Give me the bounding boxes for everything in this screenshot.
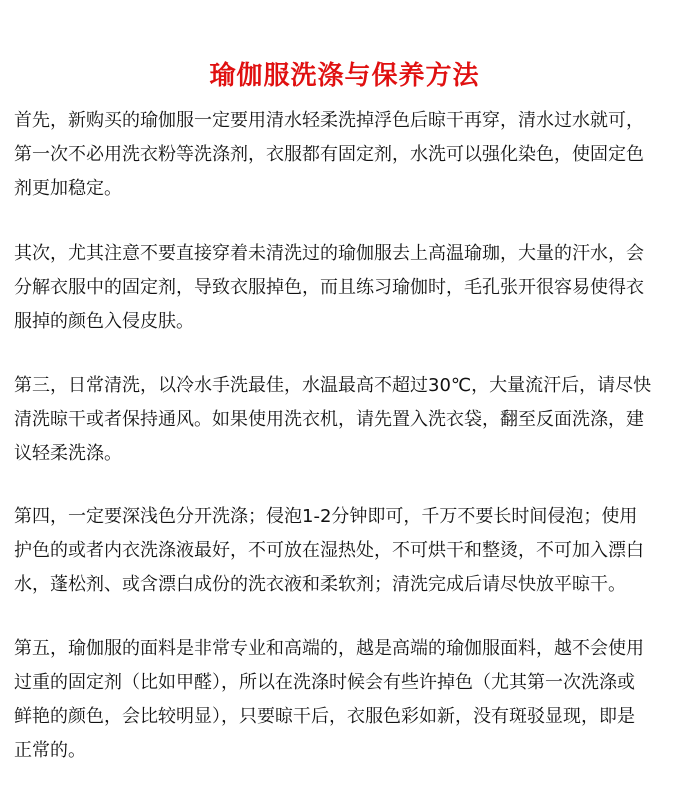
paragraph-line: 第五，瑜伽服的面料是非常专业和高端的，越是高端的瑜伽服面料，越不会使用 [14,638,644,659]
paragraph-line: 其次，尤其注意不要直接穿着未清洗过的瑜伽服去上高温瑜珈，大量的汗水，会 [14,243,644,264]
paragraph-line: 护色的或者内衣洗涤液最好，不可放在湿热处，不可烘干和整烫，不可加入漂白 [14,540,644,561]
paragraph-first [14,104,682,206]
paragraph-line: 服掉的颜色入侵皮肤。 [14,311,194,332]
paragraph-fifth [14,632,682,768]
paragraph-line: 过重的固定剂（比如甲醛），所以在洗涤时候会有些许掉色（尤其第一次洗涤或 [14,672,635,693]
paragraph-third [14,369,682,471]
paragraph-line: 第一次不必用洗衣粉等洗涤剂，衣服都有固定剂，水洗可以强化染色，使固定色 [14,144,644,165]
paragraph-line: 第四，一定要深浅色分开洗涤；侵泡1-2分钟即可，千万不要长时间侵泡；使用 [14,506,638,527]
paragraph-line: 首先，新购买的瑜伽服一定要用清水轻柔洗掉浮色后晾干再穿，清水过水就可， [14,110,644,131]
paragraph-line: 鲜艳的颜色，会比较明显），只要晾干后，衣服色彩如新，没有斑驳显现，即是 [14,706,635,727]
paragraph-line: 正常的。 [14,740,86,761]
document-title: 瑜伽服洗涤与保养方法 [209,61,480,91]
paragraph-second [14,237,682,339]
paragraph-line: 剂更加稳定。 [14,178,122,199]
paragraph-line: 分解衣服中的固定剂，导致衣服掉色，而且练习瑜伽时，毛孔张开很容易使得衣 [14,277,644,298]
paragraph-line: 清洗晾干或者保持通风。如果使用洗衣机，请先置入洗衣袋，翻至反面洗涤，建 [14,409,644,430]
paragraph-fourth [14,500,682,602]
paragraph-line: 水，蓬松剂、或含漂白成份的洗衣液和柔软剂；清洗完成后请尽快放平晾干。 [14,574,626,595]
paragraph-line: 议轻柔洗涤。 [14,443,122,464]
paragraph-line: 第三，日常清洗，以冷水手洗最佳，水温最高不超过30℃，大量流汗后，请尽快 [14,375,652,396]
